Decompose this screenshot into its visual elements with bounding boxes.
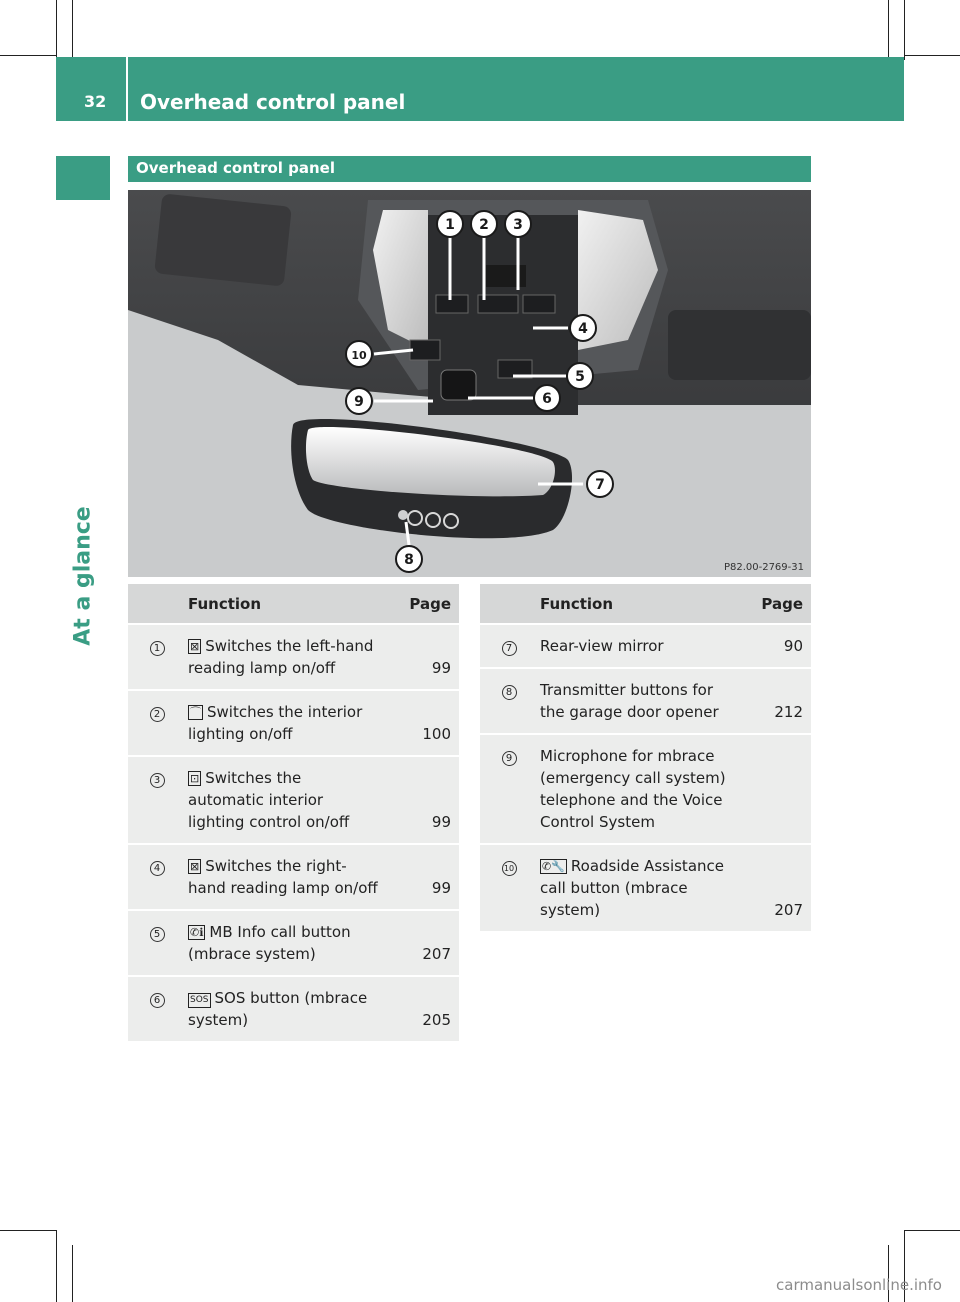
row-number: 8: [480, 668, 538, 734]
row-page: 205: [389, 976, 459, 1041]
callout-7: 7: [595, 477, 605, 493]
callout-4: 4: [578, 321, 588, 337]
header-page: Page: [745, 584, 811, 624]
table-row: [128, 910, 459, 976]
row-text: Switches the automatic interior lighting control on/off: [188, 769, 350, 831]
table-header-row: [480, 584, 811, 624]
table-row: [480, 668, 811, 734]
row-text: Transmitter buttons for the garage door opener: [540, 681, 719, 721]
reading-lamp-icon: ⊠: [190, 640, 200, 653]
table-row: [480, 624, 811, 668]
table-row: [128, 624, 459, 690]
row-function: [186, 976, 389, 1041]
row-number: 10: [480, 844, 538, 931]
header-title: Overhead control panel: [140, 90, 406, 114]
row-number: 9: [480, 734, 538, 844]
table-row: [128, 976, 459, 1041]
row-page: 99: [389, 624, 459, 690]
crop-mark: [72, 1245, 73, 1302]
crop-mark: [72, 0, 73, 60]
row-text: Switches the left-hand reading lamp on/off: [188, 637, 374, 677]
row-function: [186, 690, 389, 756]
table-row: [480, 734, 811, 844]
row-page: [745, 734, 811, 844]
row-function: [538, 668, 745, 734]
callout-2: 2: [479, 217, 489, 233]
row-page: 90: [745, 624, 811, 668]
row-number: 3: [128, 756, 186, 844]
row-text: MB Info call button (mbrace system): [188, 923, 351, 963]
row-number: 6: [128, 976, 186, 1041]
callout-1: 1: [445, 217, 455, 233]
callout-3: 3: [513, 217, 523, 233]
section-heading: [128, 156, 811, 182]
crop-mark: [904, 55, 960, 56]
row-page: 99: [389, 756, 459, 844]
callout-10: 10: [351, 349, 367, 362]
header-num: [480, 584, 538, 624]
row-text: Switches the interior lighting on/off: [188, 703, 363, 743]
row-page: 99: [389, 844, 459, 910]
figure-code: P82.00-2769-31: [723, 562, 804, 573]
row-function: [186, 624, 389, 690]
row-number: 7: [480, 624, 538, 668]
callout-8: 8: [404, 552, 414, 568]
header-function: Function: [538, 584, 745, 624]
callout-6: 6: [542, 391, 552, 407]
right-function-table: [480, 584, 811, 931]
header-function: Function: [186, 584, 389, 624]
auto-interior-light-icon: ⊡: [190, 772, 200, 785]
crop-mark: [904, 0, 905, 60]
table-header-row: [128, 584, 459, 624]
page-number: 32: [84, 92, 107, 111]
row-function: [538, 734, 745, 844]
table-row: [128, 756, 459, 844]
row-function: [186, 910, 389, 976]
watermark: carmanualsonline.info: [776, 1276, 942, 1294]
crop-mark: [0, 55, 56, 56]
crop-mark: [56, 0, 57, 60]
row-page: 207: [745, 844, 811, 931]
row-text: Switches the right-hand reading lamp on/off: [188, 857, 378, 897]
row-page: 212: [745, 668, 811, 734]
row-page: 100: [389, 690, 459, 756]
crop-mark: [904, 1230, 960, 1231]
row-function: [186, 756, 389, 844]
row-function: [186, 844, 389, 910]
row-number: 2: [128, 690, 186, 756]
row-text: SOS button (mbrace system): [188, 989, 368, 1029]
overhead-panel-photo: [128, 190, 811, 577]
table-row: [128, 690, 459, 756]
row-number: 4: [128, 844, 186, 910]
table-row: [128, 844, 459, 910]
info-call-icon: ✆ℹ: [190, 926, 204, 939]
sos-icon: SOS: [188, 993, 211, 1008]
reading-lamp-icon: ⊠: [190, 860, 200, 873]
interior-light-icon: ⌒: [190, 706, 201, 719]
section-title: Overhead control panel: [136, 159, 335, 177]
row-number: 1: [128, 624, 186, 690]
chapter-tab-label: At a glance: [70, 506, 96, 646]
left-function-table: [128, 584, 459, 1041]
roadside-assistance-icon: ✆🔧: [542, 860, 565, 873]
callout-5: 5: [575, 369, 585, 385]
chapter-tab-label-box: [60, 496, 106, 656]
row-function: [538, 844, 745, 931]
header-divider: [126, 57, 128, 121]
crop-mark: [888, 0, 889, 60]
header-num: [128, 584, 186, 624]
table-row: [480, 844, 811, 931]
row-page: 207: [389, 910, 459, 976]
crop-mark: [0, 1230, 56, 1231]
chapter-tab: [56, 156, 110, 1156]
chapter-tab-marker: [56, 156, 110, 200]
header-page: Page: [389, 584, 459, 624]
row-text: Roadside Assistance call button (mbrace system): [540, 857, 724, 919]
row-number: 5: [128, 910, 186, 976]
crop-mark: [56, 1230, 57, 1302]
callout-9: 9: [354, 394, 364, 410]
row-text: Rear-view mirror: [540, 637, 664, 655]
row-text: Microphone for mbrace (emergency call system) telephone and the Voice Control System: [540, 747, 726, 831]
row-function: [538, 624, 745, 668]
